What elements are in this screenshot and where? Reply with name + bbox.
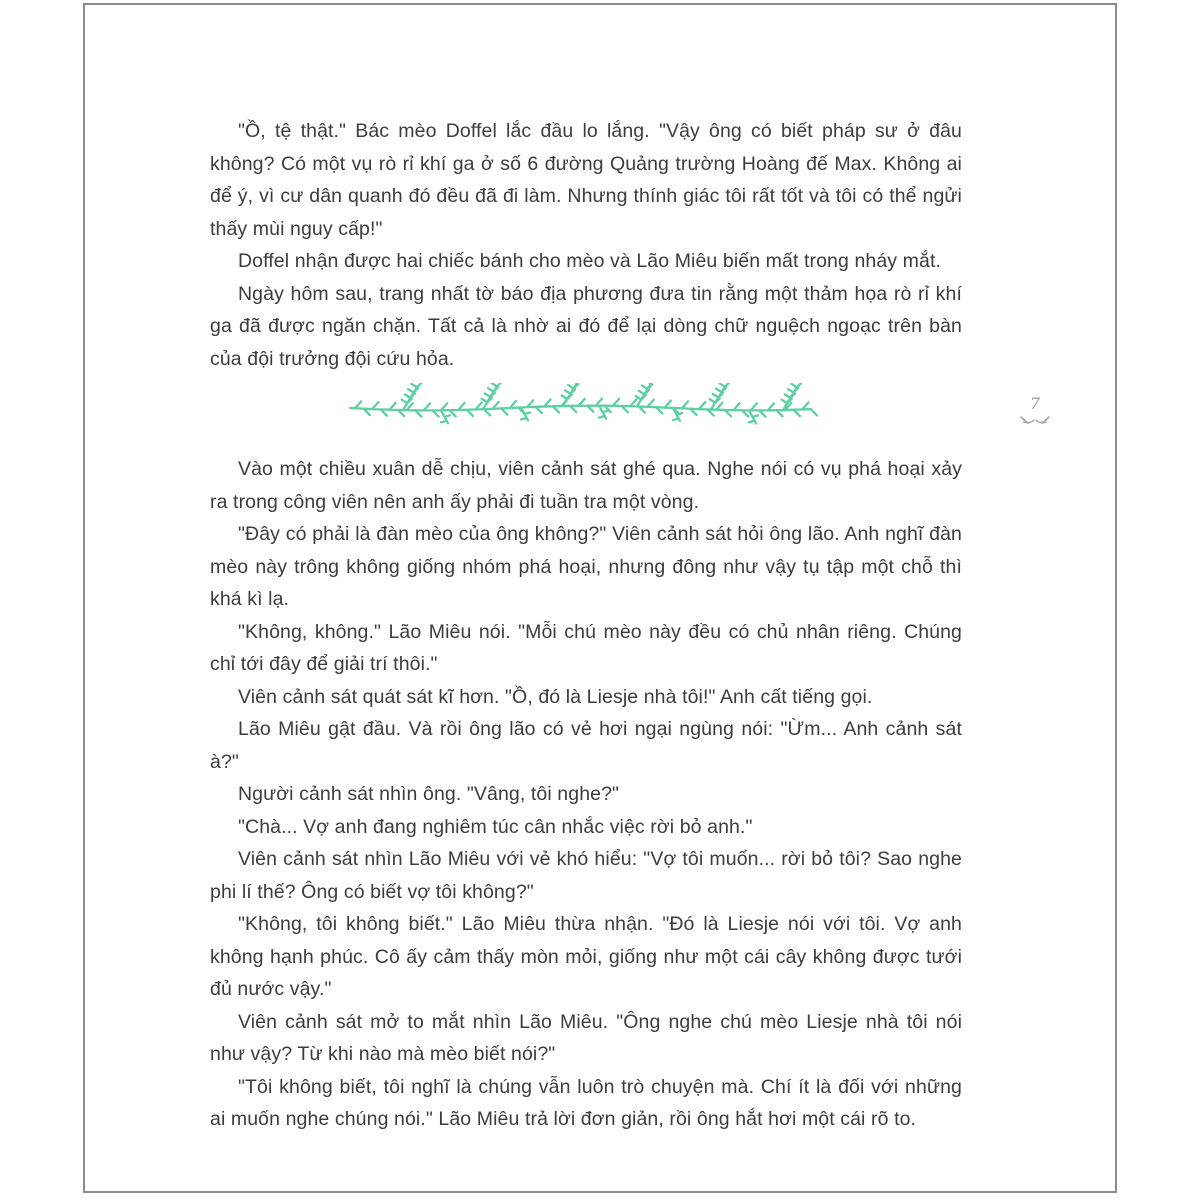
branch-divider-icon <box>347 383 824 431</box>
paragraph: Người cảnh sát nhìn ông. "Vâng, tôi nghe?" <box>238 783 620 805</box>
paragraph: "Ồ, tệ thật." Bác mèo Doffel lắc đầu lo lắng. "Vậy ông có biết pháp sư ở đâu không? Có một vụ rò rỉ khí ga ở số 6 đường Quảng trường Hoàng đế Max. Không ai để ý, vì cư dân quanh đó đều đã đi làm. Nhưng thính giác tôi rất tốt và tôi có thể ngửi thấy mùi nguy cấp!" <box>210 120 962 240</box>
paragraph: Ngày hôm sau, trang nhất tờ báo địa phương đưa tin rằng một thảm họa rò rỉ khí ga đã được ngăn chặn. Tất cả là nhờ ai đó để lại dòng chữ nguệch ngoạc trên bàn của đội trưởng đội cứu hỏa. <box>210 282 962 370</box>
paragraph: Viên cảnh sát mở to mắt nhìn Lão Miêu. "Ông nghe chú mèo Liesje nhà tôi nói như vậy? Từ khi nào mà mèo biết nói?" <box>210 1010 962 1065</box>
page-number-wings-icon <box>1017 414 1053 428</box>
paragraph: Doffel nhận được hai chiếc bánh cho mèo và Lão Miêu biến mất trong nháy mắt. <box>238 250 941 272</box>
text-section-top <box>210 115 962 375</box>
page-number: 7 <box>1029 394 1041 413</box>
paragraph: "Không, tôi không biết." Lão Miêu thừa nhận. "Đó là Liesje nói với tôi. Vợ anh không hạnh phúc. Cô ấy cảm thấy mòn mỏi, giống như một cái cây không được tưới đủ nước vậy." <box>210 913 962 1000</box>
paragraph: Viên cảnh sát nhìn Lão Miêu với vẻ khó hiểu: "Vợ tôi muốn... rời bỏ tôi? Sao nghe phi lí thế? Ông có biết vợ tôi không?" <box>210 848 962 903</box>
paragraph: Viên cảnh sát quát sát kĩ hơn. "Ồ, đó là Liesje nhà tôi!" Anh cất tiếng gọi. <box>238 685 873 708</box>
paragraph: "Chà... Vợ anh đang nghiêm túc cân nhắc việc rời bỏ anh." <box>238 815 753 838</box>
paragraph: Lão Miêu gật đầu. Và rồi ông lão có vẻ hơi ngại ngùng nói: "Ừm... Anh cảnh sát à?" <box>210 718 962 773</box>
paragraph: "Đây có phải là đàn mèo của ông không?" Viên cảnh sát hỏi ông lão. Anh nghĩ đàn mèo này trông không giống nhóm phá hoại, nhưng đông như vậy tụ tập một chỗ thì khá kì lạ. <box>210 523 962 610</box>
paragraph: Vào một chiều xuân dễ chịu, viên cảnh sát ghé qua. Nghe nói có vụ phá hoại xảy ra trong công viên nên anh ấy phải đi tuần tra một vòng. <box>210 458 962 513</box>
paragraph: "Không, không." Lão Miêu nói. "Mỗi chú mèo này đều có chủ nhân riêng. Chúng chỉ tới đây để giải trí thôi." <box>210 620 962 675</box>
paragraph: "Tôi không biết, tôi nghĩ là chúng vẫn luôn trò chuyện mà. Chí ít là đối với những ai muốn nghe chúng nói." Lão Miêu trả lời đơn giản, rồi ông hắt hơi một cái rõ to. <box>210 1075 962 1130</box>
text-section-bottom <box>210 453 962 1136</box>
page-number-block <box>1013 395 1057 428</box>
page-border <box>83 3 1117 1193</box>
